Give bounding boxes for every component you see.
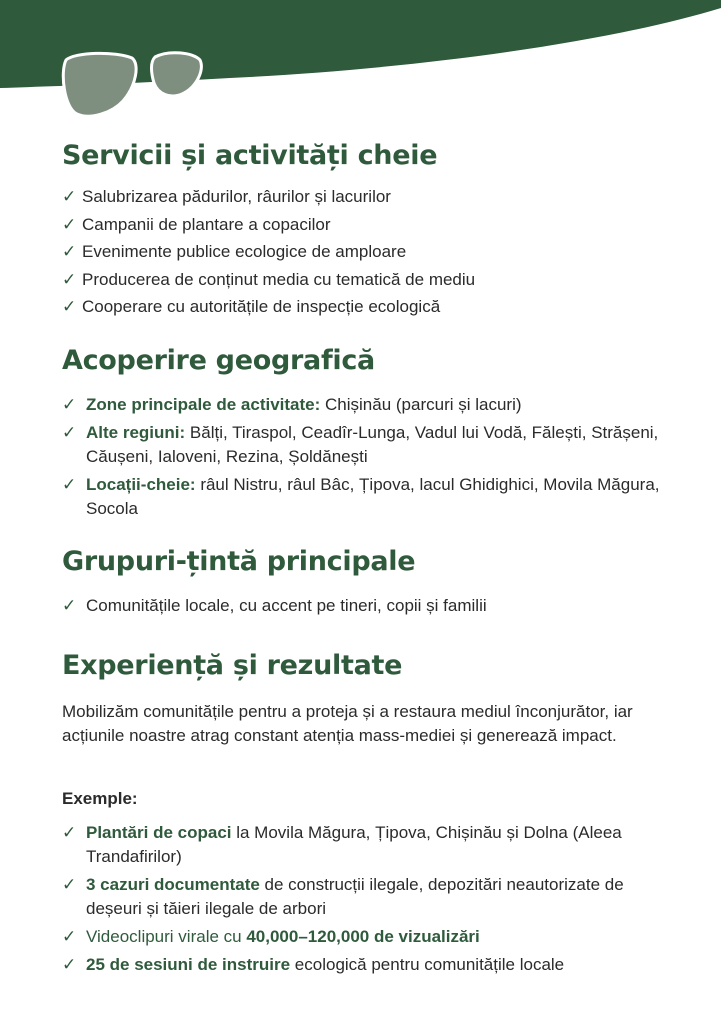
- examples-label: Exemple:: [62, 789, 138, 808]
- list-item: ✓ Zone principale de activitate: Chișinău (parcuri și lacuri): [62, 393, 682, 417]
- list-item: ✓ Producerea de conținut media cu tematică de mediu: [62, 268, 682, 292]
- glasses-icon: [63, 53, 201, 116]
- experience-paragraph: Mobilizăm comunitățile pentru a proteja și a restaura mediul înconjurător, iar acțiunile noastre atrag constant atenția mass-mediei și generează impact.: [62, 702, 633, 745]
- list-item: ✓ Evenimente publice ecologice de amploare: [62, 240, 682, 264]
- list-item: ✓ Salubrizarea pădurilor, râurilor și lacurilor: [62, 185, 682, 209]
- experience-title: Experiență și rezultate: [62, 650, 403, 681]
- check-icon: ✓: [62, 475, 77, 494]
- check-icon: ✓: [62, 214, 77, 234]
- examples-list: [62, 821, 682, 981]
- services-list: [62, 185, 682, 323]
- list-item: ✓ Videoclipuri virale cu 40,000–120,000 de vizualizări: [62, 925, 682, 949]
- list-item: ✓ Plantări de copaci la Movila Măgura, Țipova, Chișinău și Dolna (Aleea Trandafirilor): [62, 823, 622, 866]
- coverage-title: Acoperire geografică: [62, 345, 375, 376]
- coverage-list: [62, 393, 682, 525]
- check-icon: ✓: [62, 242, 77, 262]
- list-item: ✓ Comunitățile locale, cu accent pe tineri, copii și familii: [62, 594, 682, 618]
- list-item: ✓ Cooperare cu autoritățile de inspecție ecologică: [62, 295, 682, 319]
- check-icon: ✓: [62, 596, 77, 615]
- check-icon: ✓: [62, 269, 77, 289]
- target-groups-list: [62, 594, 682, 622]
- list-item: ✓ 3 cazuri documentate de construcții ilegale, depozitări neautorizate de deșeuri și tăieri ilegale de arbori: [62, 875, 624, 918]
- list-item: ✓ Locații-cheie: râul Nistru, râul Bâc, Țipova, lacul Ghidighici, Movila Măgura, Socola: [62, 475, 660, 518]
- check-icon: ✓: [62, 875, 77, 894]
- check-icon: ✓: [62, 395, 77, 414]
- check-icon: ✓: [62, 423, 77, 442]
- check-icon: ✓: [62, 927, 77, 946]
- check-icon: ✓: [62, 297, 77, 317]
- check-icon: ✓: [62, 187, 77, 206]
- list-item: ✓ Alte regiuni: Bălți, Tiraspol, Ceadîr-Lunga, Vadul lui Vodă, Fălești, Strășeni, Căușeni, Ialoveni, Rezina, Șoldănești: [62, 423, 659, 466]
- check-icon: ✓: [62, 823, 77, 842]
- list-item: ✓ Campanii de plantare a copacilor: [62, 213, 682, 237]
- check-icon: ✓: [62, 955, 77, 974]
- target-groups-title: Grupuri-țintă principale: [62, 546, 416, 577]
- top-wave-banner: [0, 0, 721, 130]
- list-item: ✓ 25 de sesiuni de instruire ecologică pentru comunitățile locale: [62, 953, 682, 977]
- services-title: Servicii și activități cheie: [62, 140, 438, 171]
